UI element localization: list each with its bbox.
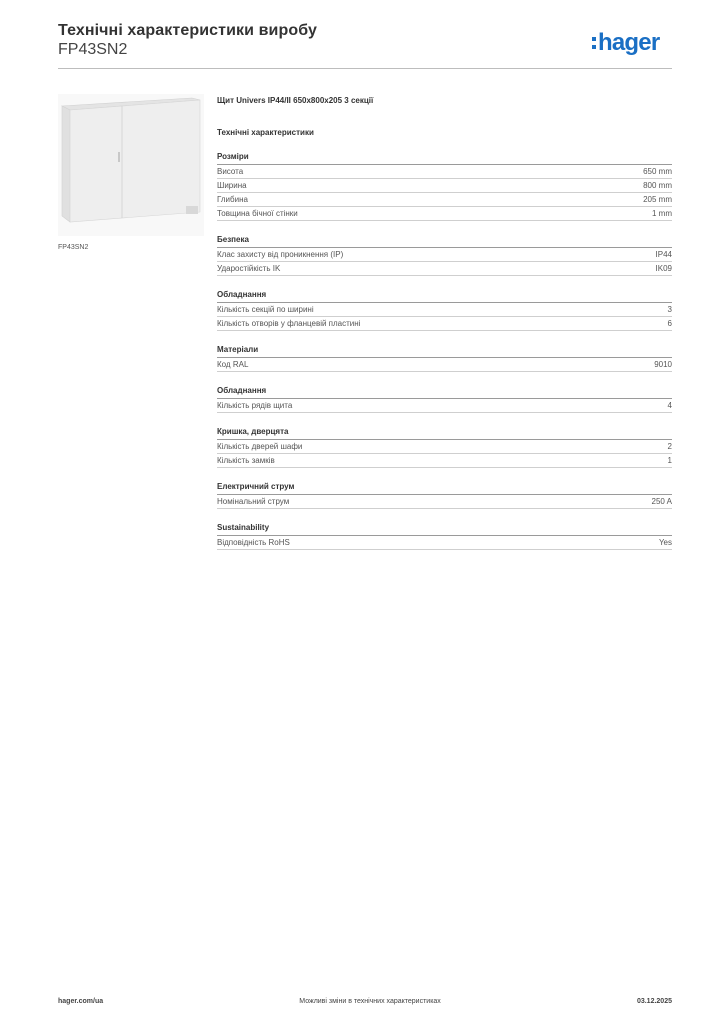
- section-title: Обладнання: [217, 290, 672, 303]
- spec-label: Ударостійкість IK: [217, 264, 281, 273]
- spec-label: Кількість рядів щита: [217, 401, 293, 410]
- product-code: FP43SN2: [58, 41, 128, 58]
- spec-label: Висота: [217, 167, 244, 176]
- spec-value: 1 mm: [652, 209, 672, 218]
- product-name: Щит Univers IP44/II 650x800x205 3 секції: [217, 96, 374, 105]
- footer-date: 03.12.2025: [636, 998, 672, 1005]
- spec-value: 250 A: [651, 497, 672, 506]
- spec-label: Товщина бічної стінки: [217, 209, 298, 218]
- spec-value: 205 mm: [643, 195, 672, 204]
- spec-row: [217, 317, 672, 331]
- spec-row: [217, 358, 672, 372]
- spec-row: [217, 303, 672, 317]
- spec-row: [217, 536, 672, 550]
- spec-section: [217, 427, 672, 468]
- section-title: Електричний струм: [217, 482, 672, 495]
- section-title: Sustainability: [217, 523, 672, 536]
- section-title: Обладнання: [217, 386, 672, 399]
- spec-section: [217, 345, 672, 372]
- footer-website[interactable]: hager.com/ua: [58, 998, 104, 1005]
- logo-colon-icon: [592, 37, 596, 49]
- spec-label: Кількість замків: [217, 456, 275, 465]
- section-title: Кришка, дверцята: [217, 427, 672, 440]
- spec-row: [217, 262, 672, 276]
- spec-section: [217, 290, 672, 331]
- spec-content: [217, 96, 672, 550]
- spec-section: [217, 523, 672, 550]
- spec-label: Глибина: [217, 195, 248, 204]
- spec-value: 4: [667, 401, 672, 410]
- spec-row: [217, 165, 672, 179]
- cabinet-illustration: [58, 94, 204, 236]
- footer-notice: Можливі зміни в технічних характеристиках: [299, 998, 441, 1005]
- spec-value: 1: [667, 456, 672, 465]
- spec-label: Кількість отворів у фланцевій пластині: [217, 319, 361, 328]
- page-title: Технічні характеристики виробу: [58, 22, 317, 39]
- spec-label: Номінальний струм: [217, 497, 290, 506]
- spec-row: [217, 495, 672, 509]
- spec-label: Кількість дверей шафи: [217, 442, 303, 451]
- spec-value: 3: [667, 305, 672, 314]
- spec-label: Ширина: [217, 181, 247, 190]
- spec-value: 2: [667, 442, 672, 451]
- spec-label: Клас захисту від проникнення (IP): [217, 250, 344, 259]
- spec-label: Код RAL: [217, 360, 249, 369]
- spec-value: 6: [667, 319, 672, 328]
- hager-logo: [592, 30, 659, 56]
- spec-row: [217, 193, 672, 207]
- spec-value: 9010: [654, 360, 672, 369]
- section-title: Розміри: [217, 152, 672, 165]
- header-divider: [58, 68, 672, 69]
- spec-label: Кількість секцій по ширині: [217, 305, 314, 314]
- page-footer: [58, 998, 672, 1005]
- spec-section: [217, 482, 672, 509]
- spec-row: [217, 179, 672, 193]
- spec-row: [217, 207, 672, 221]
- spec-row: [217, 454, 672, 468]
- section-title: Матеріали: [217, 345, 672, 358]
- spec-label: Відповідність RoHS: [217, 538, 290, 547]
- spec-sections: [217, 152, 672, 550]
- section-title: Безпека: [217, 235, 672, 248]
- logo-text: hager: [598, 29, 660, 56]
- spec-row: [217, 440, 672, 454]
- spec-section: [217, 386, 672, 413]
- spec-value: IP44: [655, 250, 672, 259]
- tech-heading: Технічні характеристики: [217, 128, 314, 137]
- spec-value: IK09: [655, 264, 672, 273]
- spec-row: [217, 399, 672, 413]
- spec-section: [217, 152, 672, 221]
- spec-value: 800 mm: [643, 181, 672, 190]
- image-caption: FP43SN2: [58, 244, 89, 251]
- spec-value: 650 mm: [643, 167, 672, 176]
- product-image: [58, 94, 204, 236]
- spec-row: [217, 248, 672, 262]
- spec-value: Yes: [658, 538, 672, 547]
- spec-section: [217, 235, 672, 276]
